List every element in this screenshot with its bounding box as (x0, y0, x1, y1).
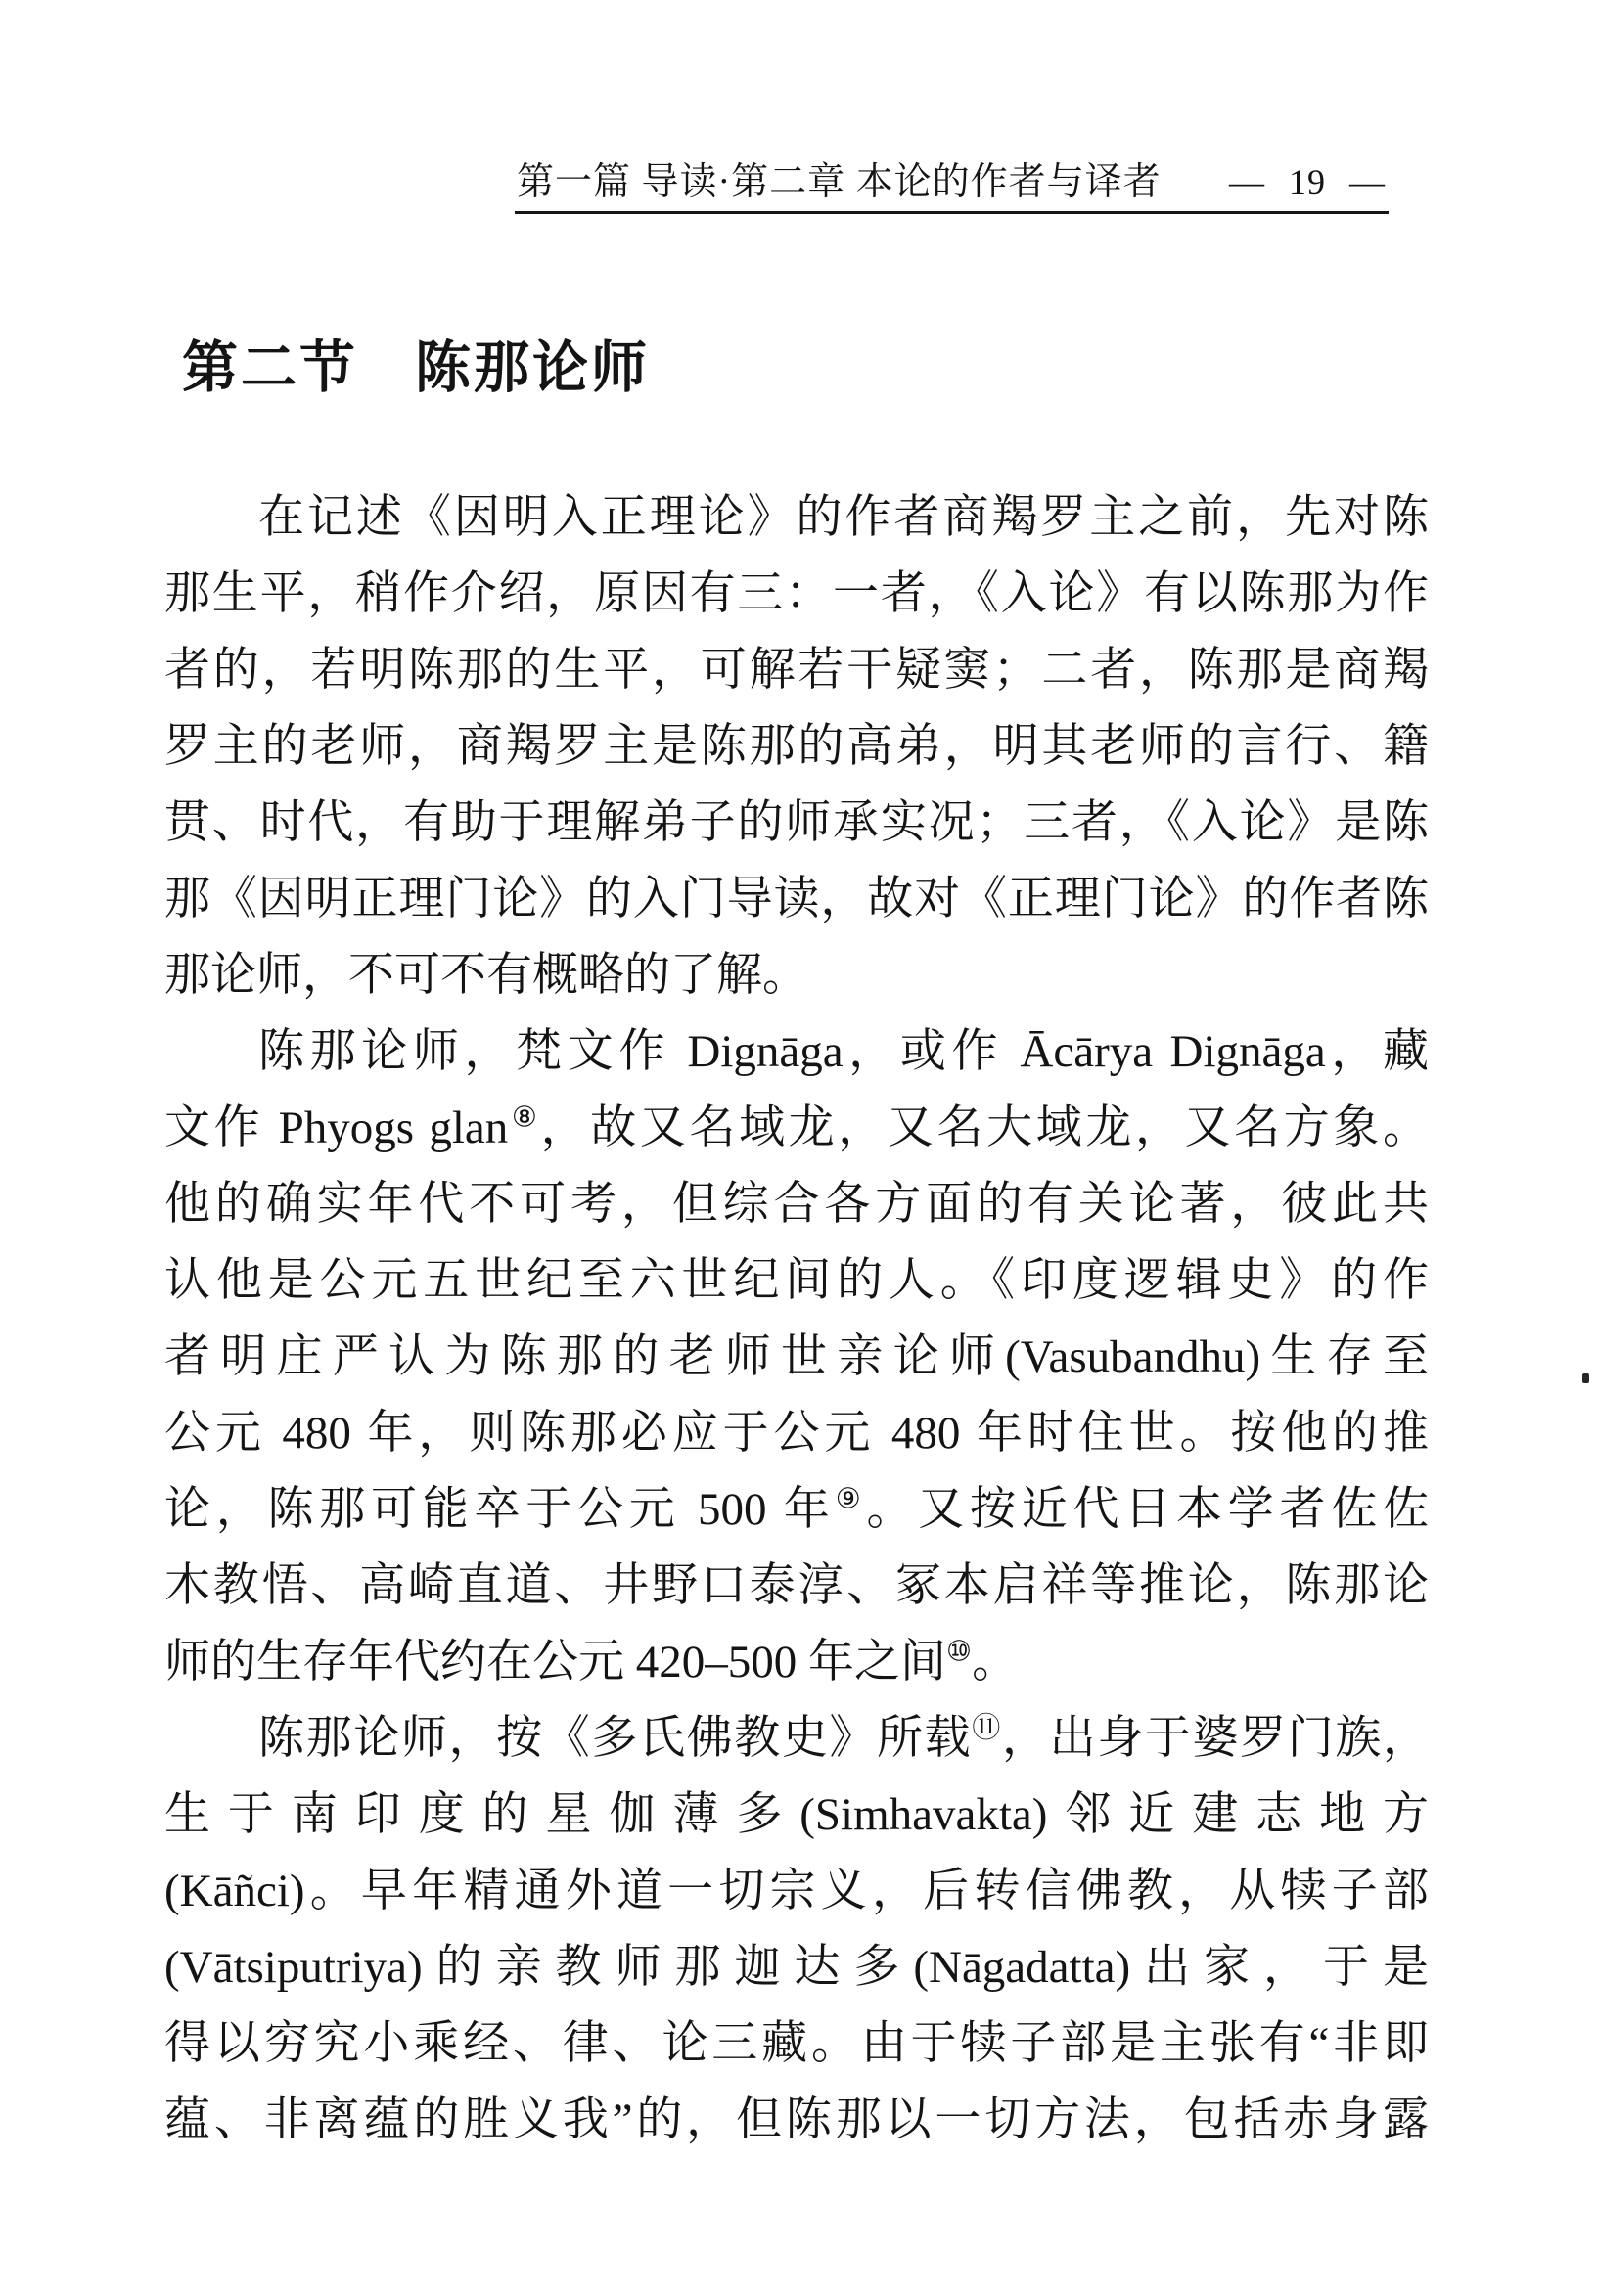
page-number: 19 (1289, 162, 1326, 202)
text-line: 得以穷究小乘经、律、论三藏。由于犊子部是主张有“非即 (164, 2018, 1429, 2069)
paragraph (164, 1700, 1429, 2158)
text-line: 师的生存年代约在公元 420–500 年之间⑩。 (164, 1636, 1019, 1688)
section-title (182, 323, 650, 403)
text-line: 陈那论师，梵文作 Dignāga，或作 Ācārya Dignāga，藏 (258, 1026, 1429, 1077)
running-header-title: 第一篇 导读·第二章 本论的作者与译者 (517, 161, 1162, 203)
body-text (164, 479, 1429, 2158)
running-header (517, 151, 1386, 204)
text-line: 他的确实年代不可考，但综合各方面的有关论著，彼此共 (164, 1179, 1429, 1230)
text-line: 那论师，不可不有概略的了解。 (164, 950, 808, 1001)
text-line: 蕴、非离蕴的胜义我”的，但陈那以一切方法，包括赤身露 (164, 2094, 1429, 2145)
text-line: 认他是公元五世纪至六世纪间的人。《印度逻辑史》的作 (164, 1255, 1429, 1306)
text-line: 论，陈那可能卒于公元 500 年⑨。又按近代日本学者佐佐 (164, 1483, 1429, 1535)
header-rule (515, 211, 1389, 214)
text-line: 文作 Phyogs glan⑧，故又名域龙，又名大域龙，又名方象。 (164, 1102, 1429, 1153)
text-line: 那《因明正理门论》的入门导读，故对《正理门论》的作者陈 (164, 874, 1429, 924)
text-line: (Kāñci)。早年精通外道一切宗义，后转信佛教，从犊子部 (164, 1866, 1429, 1916)
text-line: 罗主的老师，商羯罗主是陈那的高弟，明其老师的言行、籍 (164, 721, 1429, 772)
paragraph (164, 479, 1429, 1013)
text-line: 那生平，稍作介绍，原因有三：一者，《入论》有以陈那为作 (164, 568, 1429, 619)
page-number-dash-left: — (1229, 162, 1265, 202)
text-line: 生于南印度的星伽薄多(Simhavakta)邻近建志地方 (164, 1789, 1429, 1840)
page-number-box (1229, 161, 1386, 203)
text-line: 者明庄严认为陈那的老师世亲论师(Vasubandhu)生存至 (164, 1331, 1429, 1382)
page-number-dash-right: — (1349, 162, 1386, 202)
text-line: 木教悟、高崎直道、井野口泰淳、冢本启祥等推论，陈那论 (164, 1560, 1429, 1611)
text-line: 者的，若明陈那的生平，可解若干疑窦；二者，陈那是商羯 (164, 645, 1429, 696)
section-number: 第二节 (182, 338, 358, 399)
text-line: 在记述《因明入正理论》的作者商羯罗主之前，先对陈 (258, 492, 1429, 543)
paragraph (164, 1013, 1429, 1700)
text-line: 陈那论师，按《多氏佛教史》所载⑪，出身于婆罗门族， (258, 1712, 1430, 1764)
text-line: 公元 480 年，则陈那必应于公元 480 年时住世。按他的推 (164, 1408, 1429, 1459)
section-name: 陈那论师 (415, 338, 650, 399)
text-line: 贯、时代，有助于理解弟子的师承实况；三者，《入论》是陈 (164, 797, 1429, 848)
text-line: (Vātsiputriya)的亲教师那迦达多(Nāgadatta)出家，于是 (164, 1942, 1429, 1993)
print-artifact (1582, 1373, 1589, 1383)
